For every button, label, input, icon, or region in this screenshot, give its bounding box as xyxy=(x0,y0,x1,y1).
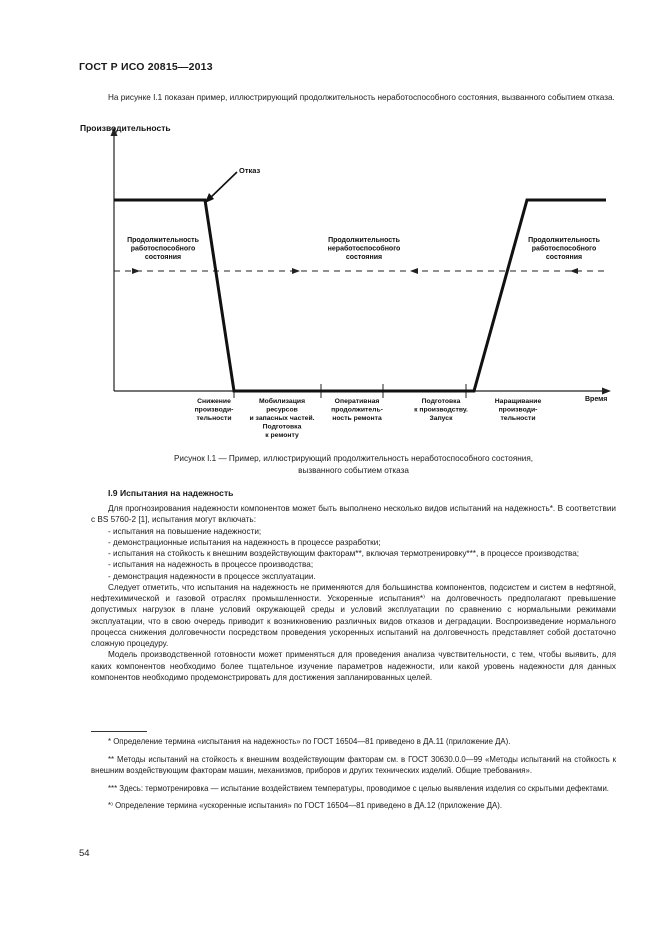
x-axis-arrow xyxy=(602,388,611,395)
list-item: - испытания на стойкость к внешним воздействующим факторам**, включая термотренировку***, в процессе производства; xyxy=(108,549,580,558)
intro-paragraph: На рисунке I.1 показан пример, иллюстрирующий продолжительность неработоспособного состояния, вызванного событием отказа. xyxy=(108,93,615,102)
section-heading: I.9 Испытания на надежность xyxy=(108,488,234,498)
section-paragraph-2: Следует отметить, что испытания на надежность не применяются для большинства компонентов, подсистем и систем в нефтяной, нефтехимической и газовой отраслях промышленности. Ускоренные испытания*⁾ на долговечность предполагают превышение допустимых нагрузок в плане условий окружающей среды и условий эксплуатации по сравнению с нормальными режимами эксплуатации, что в свою очередь приводит к возникновению различных видов отказов и деградации. Воспроизведение нормального процесса снижения долговечности посредством проведения ускоренных испытаний на долговечность представляет собой достаточно сложную процедуру. xyxy=(91,582,616,648)
footnote: * Определение термина «испытания на надежность» по ГОСТ 16504—81 приведено в ДА.11 (приложение ДА). xyxy=(108,737,511,746)
list-item: - испытания на надежность в процессе производства; xyxy=(108,560,314,570)
phase-mobilization: Мобилизация ресурсов и запасных частей. Подготовка к ремонту xyxy=(249,398,315,439)
footnote: *⁾ Определение термина «ускоренные испытания» по ГОСТ 16504—81 приведено в ДА.12 (приложение ДА). xyxy=(108,801,502,811)
phase-repair: Оперативная продолжитель-ность ремонта xyxy=(331,398,383,422)
page-number: 54 xyxy=(79,848,90,859)
figure-caption xyxy=(91,453,616,477)
document-header: ГОСТ Р ИСО 20815—2013 xyxy=(79,61,213,73)
phase-startup: Подготовка к производству. Запуск xyxy=(414,398,468,422)
list-item: - демонстрационные испытания на надежность в процессе разработки; xyxy=(108,537,381,547)
downtime-figure xyxy=(0,0,661,450)
section-paragraph-3: Модель производственной готовности может применяться для проведения анализа чувствительности, с тем, чтобы выявить, для каких компонентов необходимо более тщательное изучение параметров надежности, или какой уровень надежности для данных компонентов необходимо продемонстрировать для достижения запланированных целей. xyxy=(91,650,616,682)
list-item: - испытания на повышение надежности; xyxy=(108,526,262,536)
phase-ramp-up: Наращивание производи-тельности xyxy=(494,398,542,422)
y-axis-label: Производительность xyxy=(80,123,171,133)
list-item: - демонстрация надежности в процессе эксплуатации. xyxy=(108,571,316,581)
footnote: ** Методы испытаний на стойкость к внешним воздействующим факторам см. в ГОСТ 30630.0.0—99 «Методы испытаний на стойкость к внешним воздействующим факторам машин, механизмов, приборов и других технических изделий. Общие требования». xyxy=(91,754,616,776)
region-uptime-2: Продолжительность работоспособного состояния xyxy=(528,237,600,261)
footnote: *** Здесь: термотренировка — испытание воздействием температуры, проводимое с целью выявления изделия со скрытыми дефектами. xyxy=(108,783,609,793)
footnote-separator xyxy=(91,731,147,732)
failure-label: Отказ xyxy=(239,166,261,175)
phase-decline: Снижение производи-тельности xyxy=(194,398,234,422)
figure-caption-line2: вызванного событием отказа xyxy=(298,466,409,475)
production-curve xyxy=(114,200,606,391)
footnotes xyxy=(91,736,616,818)
phase-labels xyxy=(195,397,542,439)
region-uptime-1: Продолжительность работоспособного состояния xyxy=(127,237,199,261)
section-body xyxy=(91,503,616,683)
section-paragraph-1: Для прогнозирования надежности компонентов может быть выполнено несколько видов испытаний на надежность*. В соответствии с BS 5760-2 [1], испытания могут включать: xyxy=(91,504,616,525)
figure-caption-line1: Рисунок I.1 — Пример, иллюстрирующий продолжительность неработоспособного состояния, xyxy=(173,454,534,463)
region-downtime: Продолжительность неработоспособного состояния xyxy=(327,237,401,261)
x-axis-label: Время xyxy=(585,396,608,403)
region-labels xyxy=(127,237,601,261)
